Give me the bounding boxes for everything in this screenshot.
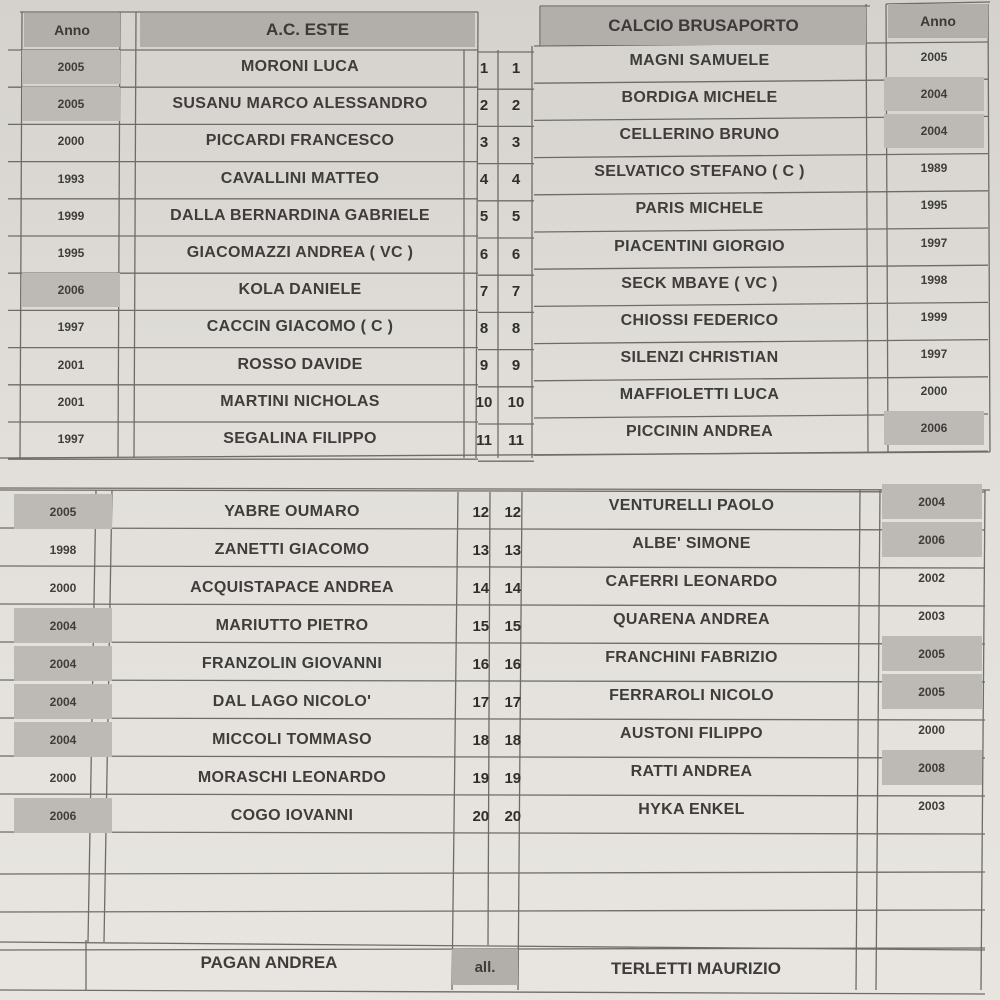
home-player-name: COGO IOVANNI — [230, 806, 354, 824]
home-coach: PAGAN ANDREA — [200, 953, 338, 972]
home-shirt-number: 18 — [472, 732, 490, 749]
home-shirt-number: 19 — [472, 770, 490, 787]
away-year: 2004 — [882, 484, 982, 519]
home-year: 2005 — [22, 50, 120, 84]
away-shirt-number: 8 — [511, 319, 521, 337]
home-player-name: CAVALLINI MATTEO — [220, 169, 380, 187]
away-player-name: AUSTONI FILIPPO — [620, 724, 763, 742]
away-shirt-number: 20 — [504, 808, 522, 825]
away-player-name: QUARENA ANDREA — [613, 610, 770, 628]
away-shirt-number: 14 — [504, 580, 522, 597]
home-shirt-number: 17 — [472, 694, 490, 711]
coach-role-label: all. — [452, 949, 518, 985]
away-shirt-number: 18 — [504, 732, 522, 749]
away-shirt-number: 12 — [504, 504, 522, 521]
home-year: 2004 — [14, 608, 112, 643]
away-player-name: SECK MBAYE ( VC ) — [621, 274, 778, 292]
grid-line — [856, 490, 860, 990]
home-player-name: CACCIN GIACOMO ( C ) — [206, 318, 394, 336]
grid-line — [876, 490, 880, 990]
grid-line — [981, 490, 985, 990]
away-player-name: PARIS MICHELE — [635, 200, 764, 218]
home-shirt-number: 4 — [479, 171, 489, 189]
away-player-name: FERRAROLI NICOLO — [609, 686, 774, 704]
home-player-name: ACQUISTAPACE ANDREA — [190, 578, 394, 596]
away-year: 2000 — [920, 383, 948, 398]
away-shirt-number: 17 — [504, 694, 522, 711]
home-shirt-number: 14 — [472, 580, 490, 597]
away-year: 2000 — [918, 722, 945, 737]
home-player-name: FRANZOLIN GIOVANNI — [201, 654, 383, 672]
away-player-name: CELLERINO BRUNO — [619, 126, 780, 144]
away-player-name: CAFERRI LEONARDO — [605, 572, 778, 590]
home-player-name: DALLA BERNARDINA GABRIELE — [170, 206, 430, 224]
away-shirt-number: 10 — [507, 394, 525, 412]
home-shirt-number: 5 — [479, 208, 489, 226]
away-year: 2005 — [882, 674, 982, 709]
away-shirt-number: 9 — [511, 357, 521, 375]
home-year: 2000 — [49, 770, 77, 785]
away-player-name: BORDIGA MICHELE — [621, 89, 778, 107]
home-shirt-number: 16 — [472, 656, 490, 673]
home-year: 2004 — [14, 684, 112, 719]
home-shirt-number: 7 — [479, 282, 489, 300]
away-shirt-number: 13 — [504, 542, 522, 559]
home-year: 2005 — [14, 494, 112, 529]
away-year: 2004 — [884, 114, 984, 148]
home-player-name: MARTINI NICHOLAS — [220, 392, 380, 410]
home-shirt-number: 13 — [472, 542, 490, 559]
home-player-name: DAL LAGO NICOLO' — [212, 692, 372, 710]
home-shirt-number: 2 — [479, 96, 489, 114]
home-year: 2006 — [14, 798, 112, 833]
home-year: 1995 — [57, 246, 85, 260]
away-shirt-number: 7 — [511, 282, 521, 300]
home-year: 2000 — [49, 580, 77, 595]
home-player-name: MORONI LUCA — [241, 58, 359, 75]
home-shirt-number: 3 — [479, 133, 489, 151]
grid-line — [866, 4, 868, 452]
home-player-name: MARIUTTO PIETRO — [215, 616, 369, 634]
away-year: 2003 — [918, 608, 945, 623]
away-player-name: CHIOSSI FEDERICO — [620, 311, 779, 329]
home-year: 2001 — [57, 394, 85, 409]
home-year: 2004 — [14, 722, 112, 757]
home-year: 2000 — [57, 134, 85, 149]
away-shirt-number: 5 — [511, 208, 521, 226]
away-year: 2005 — [882, 636, 982, 671]
grid-line — [988, 4, 990, 452]
away-year: 2002 — [918, 570, 945, 585]
away-shirt-number: 15 — [504, 618, 522, 635]
home-year: 1997 — [57, 320, 85, 335]
away-shirt-number: 6 — [511, 245, 521, 263]
home-shirt-number: 6 — [479, 245, 489, 263]
home-anno-header: Anno — [24, 13, 120, 47]
away-shirt-number: 3 — [511, 133, 521, 151]
home-shirt-number: 20 — [472, 808, 490, 825]
away-player-name: ALBE' SIMONE — [632, 534, 751, 552]
home-shirt-number: 8 — [479, 319, 489, 337]
home-year: 2005 — [22, 87, 120, 121]
home-year: 1993 — [57, 171, 85, 186]
away-shirt-number: 11 — [508, 431, 524, 449]
away-player-name: SILENZI CHRISTIAN — [620, 348, 779, 366]
away-player-name: FRANCHINI FABRIZIO — [605, 648, 778, 666]
home-player-name: KOLA DANIELE — [238, 281, 362, 299]
away-player-name: MAFFIOLETTI LUCA — [619, 385, 780, 403]
home-year: 2004 — [14, 646, 112, 681]
grid-line — [0, 910, 985, 912]
away-shirt-number: 19 — [504, 770, 522, 787]
away-year: 1989 — [920, 161, 948, 176]
away-year: 1995 — [920, 198, 948, 213]
away-shirt-number: 4 — [511, 171, 521, 189]
away-player-name: MAGNI SAMUELE — [629, 52, 770, 69]
away-player-name: VENTURELLI PAOLO — [608, 496, 775, 514]
home-player-name: GIACOMAZZI ANDREA ( VC ) — [186, 244, 414, 261]
away-shirt-number: 2 — [511, 96, 521, 114]
away-shirt-number: 16 — [504, 656, 522, 673]
home-year: 2006 — [22, 273, 120, 307]
home-year: 1998 — [49, 542, 77, 557]
away-year: 2004 — [884, 77, 984, 111]
grid-line — [0, 872, 985, 874]
away-player-name: SELVATICO STEFANO ( C ) — [594, 163, 805, 181]
home-year: 1997 — [57, 432, 85, 446]
away-year: 2006 — [884, 411, 984, 445]
away-year: 2003 — [918, 798, 945, 813]
home-player-name: MICCOLI TOMMASO — [212, 730, 372, 748]
home-player-name: ZANETTI GIACOMO — [214, 540, 370, 558]
home-player-name: SEGALINA FILIPPO — [223, 430, 377, 447]
home-player-name: PICCARDI FRANCESCO — [205, 132, 395, 150]
away-player-name: HYKA ENKEL — [638, 800, 745, 818]
away-year: 1998 — [920, 272, 948, 287]
home-year: 1999 — [57, 208, 85, 223]
home-player-name: SUSANU MARCO ALESSANDRO — [172, 95, 428, 113]
away-year: 1997 — [920, 235, 948, 250]
home-year: 2001 — [57, 357, 85, 372]
home-shirt-number: 15 — [472, 618, 490, 635]
away-player-name: PICCININ ANDREA — [625, 423, 774, 440]
away-year: 1997 — [920, 346, 948, 361]
home-shirt-number: 11 — [476, 431, 492, 449]
home-shirt-number: 10 — [475, 394, 493, 412]
away-year: 2008 — [882, 750, 982, 785]
home-team-name: A.C. ESTE — [140, 13, 475, 47]
home-player-name: ROSSO DAVIDE — [237, 355, 363, 373]
away-player-name: PIACENTINI GIORGIO — [614, 237, 785, 255]
away-year: 2005 — [920, 50, 948, 64]
away-year: 1999 — [920, 309, 948, 324]
away-shirt-number: 1 — [511, 59, 521, 77]
away-year: 2006 — [882, 522, 982, 557]
grid-line — [0, 990, 985, 994]
home-player-name: MORASCHI LEONARDO — [197, 768, 387, 786]
home-shirt-number: 12 — [472, 504, 490, 521]
away-player-name: RATTI ANDREA — [630, 762, 753, 780]
home-shirt-number: 9 — [479, 357, 489, 375]
away-team-name: CALCIO BRUSAPORTO — [541, 7, 866, 45]
home-shirt-number: 1 — [479, 59, 489, 77]
away-anno-header: Anno — [888, 4, 988, 38]
home-player-name: YABRE OUMARO — [224, 502, 360, 520]
away-coach: TERLETTI MAURIZIO — [611, 959, 781, 978]
